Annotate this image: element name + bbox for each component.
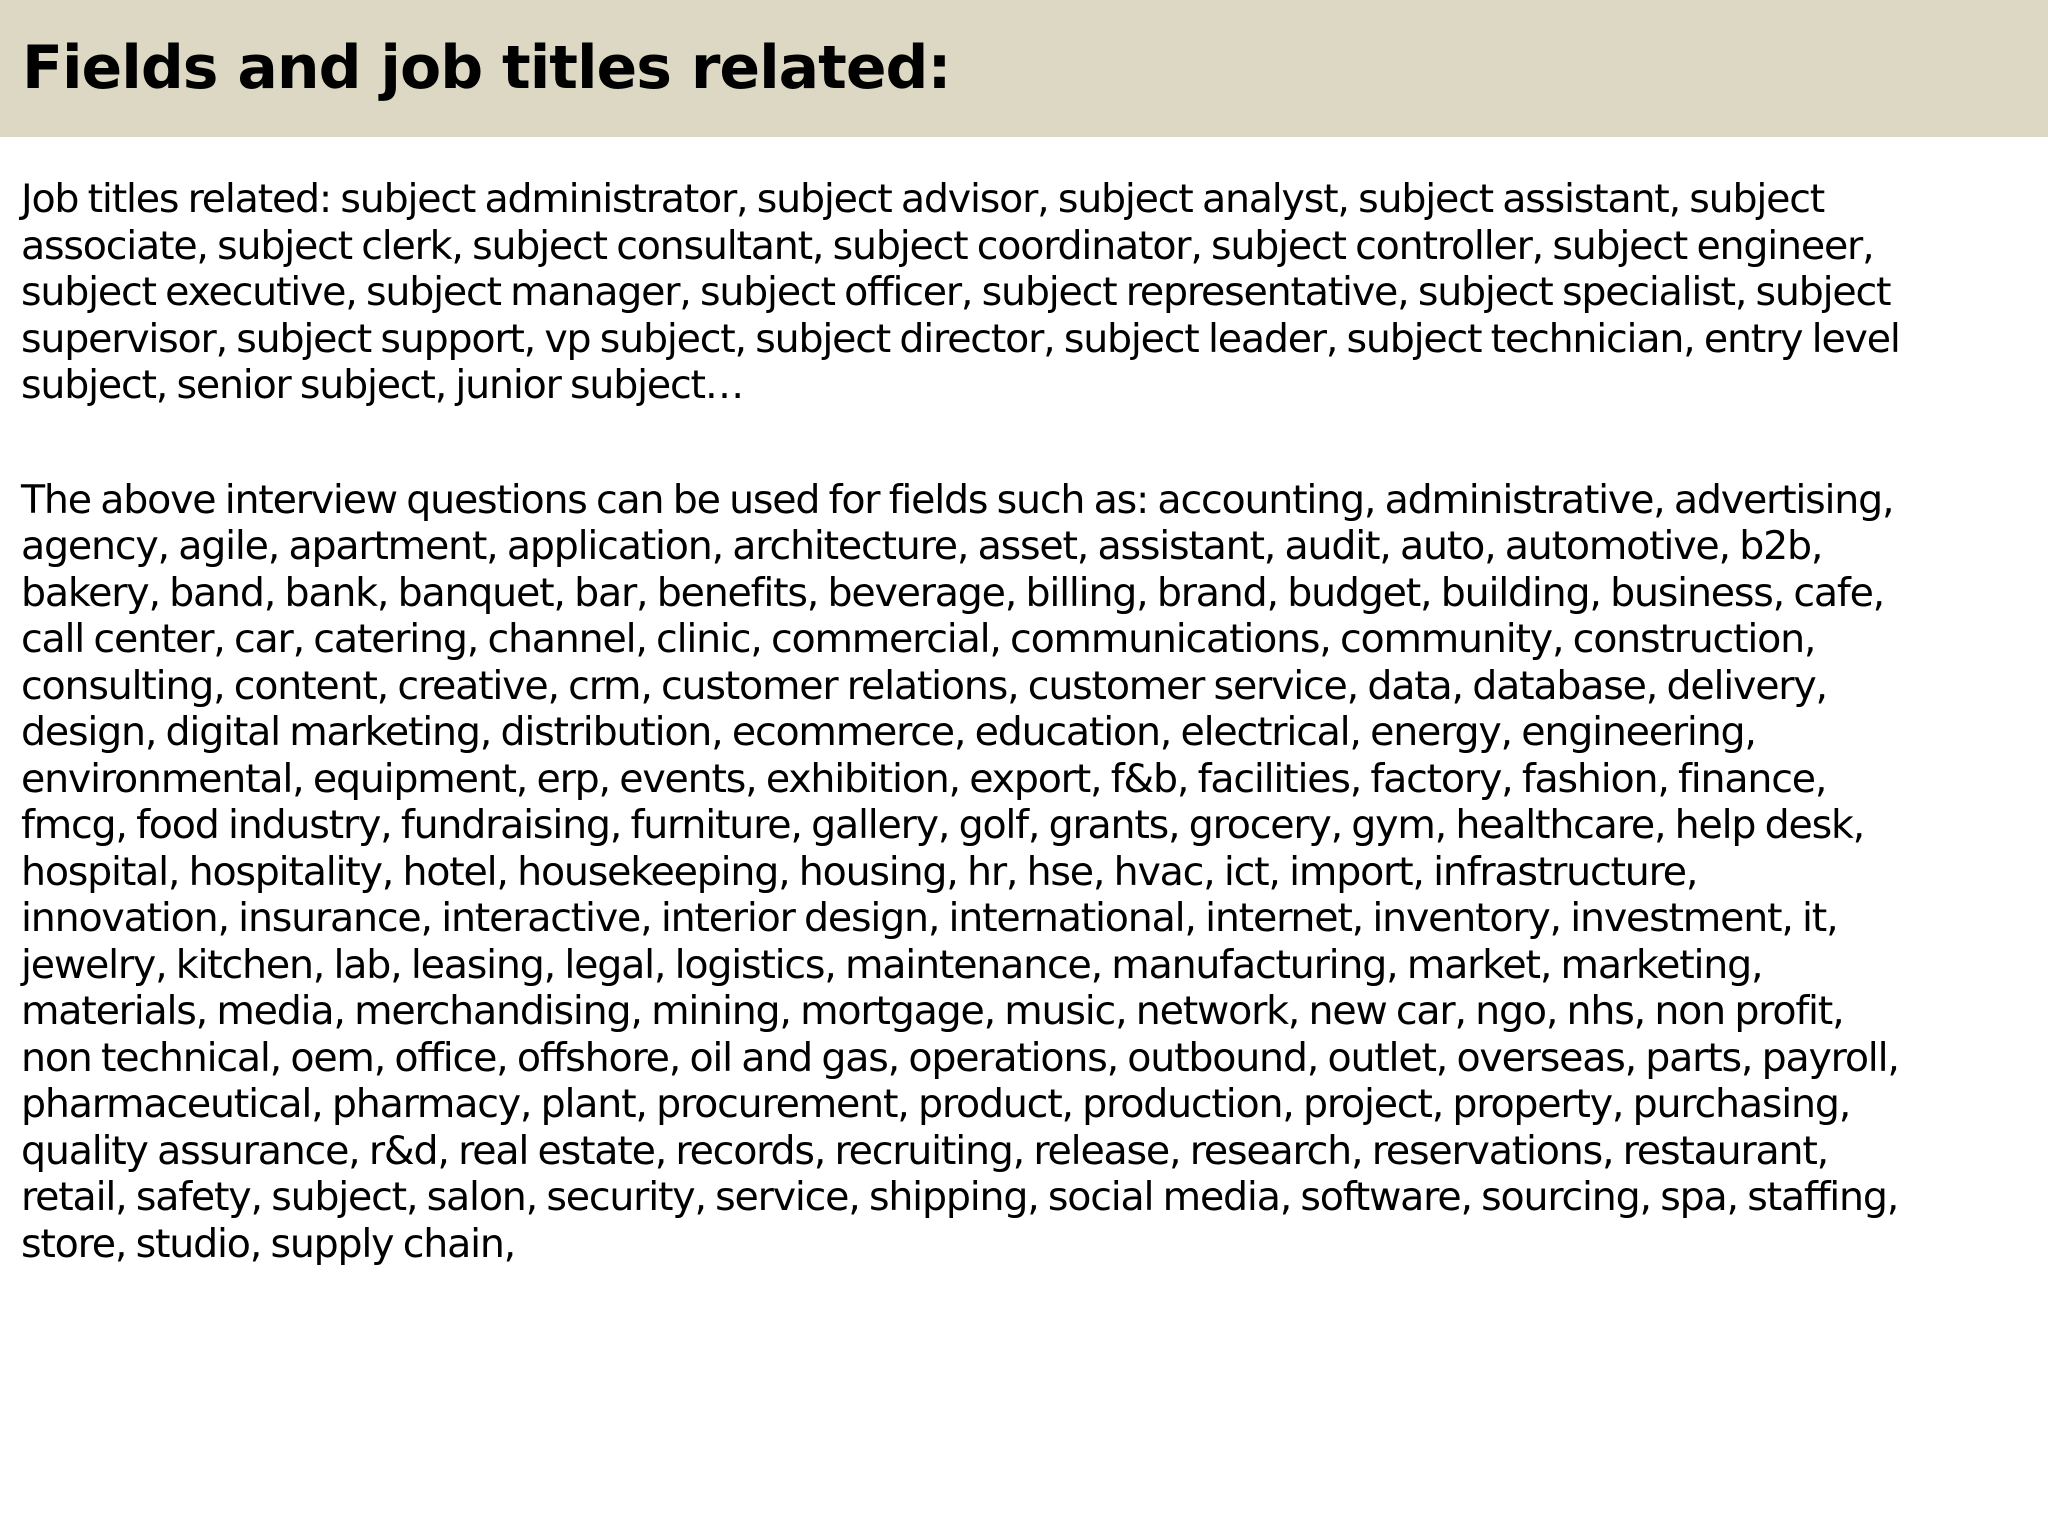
- fields-line: materials, media, merchandising, mining, mortgage, music, network, new car, ngo, nhs, non profit,: [21, 988, 1844, 1034]
- fields-line: quality assurance, r&d, real estate, records, recruiting, release, research, reservations, restaurant,: [21, 1127, 1828, 1174]
- fields-paragraph: [21, 477, 2036, 1268]
- fields-line: store, studio, supply chain,: [21, 1220, 516, 1267]
- fields-line: bakery, band, bank, banquet, bar, benefits, beverage, billing, brand, budget, building, business, cafe,: [21, 569, 1885, 616]
- fields-line: non technical, oem, office, offshore, oil and gas, operations, outbound, outlet, overseas, parts, payroll,: [21, 1034, 1899, 1081]
- fields-line: fmcg, food industry, fundraising, furniture, gallery, golf, grants, grocery, gym, healthcare, help desk,: [21, 802, 1864, 848]
- fields-line: jewelry, kitchen, lab, leasing, legal, logistics, maintenance, manufacturing, market, marketing,: [21, 941, 1763, 988]
- fields-line: consulting, content, creative, crm, customer relations, customer service, data, database, delivery,: [21, 662, 1827, 709]
- job-titles-line: subject, senior subject, junior subject…: [21, 362, 744, 408]
- slide-body: [21, 176, 2036, 1267]
- fields-line: retail, safety, subject, salon, security, service, shipping, social media, software, sourcing, spa, staffing,: [21, 1174, 1899, 1220]
- fields-line: design, digital marketing, distribution, ecommerce, education, electrical, energy, engineering,: [21, 709, 1756, 755]
- job-titles-line: subject executive, subject manager, subject officer, subject representative, subject specialist, subject: [21, 269, 1891, 315]
- job-titles-line: Job titles related: subject administrator, subject advisor, subject analyst, subject assistant, subject: [21, 176, 1825, 222]
- job-titles-line: supervisor, subject support, vp subject, subject director, subject leader, subject technician, entry level: [21, 315, 1900, 362]
- fields-line: call center, car, catering, channel, clinic, commercial, communications, community, construction,: [21, 616, 1816, 662]
- fields-line: pharmaceutical, pharmacy, plant, procurement, product, production, project, property, purchasing,: [21, 1081, 1851, 1127]
- paragraph-spacer: [21, 409, 2036, 477]
- job-titles-line: associate, subject clerk, subject consultant, subject coordinator, subject controller, subject engineer,: [21, 222, 1874, 269]
- fields-line: hospital, hospitality, hotel, housekeeping, housing, hr, hse, hvac, ict, import, infrastructure,: [21, 848, 1698, 895]
- fields-line: innovation, insurance, interactive, interior design, international, internet, inventory, investment, it,: [21, 895, 1838, 941]
- title-band: [0, 0, 2048, 137]
- fields-line: The above interview questions can be used for fields such as: accounting, administrative, advertising,: [21, 476, 1894, 523]
- job-titles-paragraph: [21, 176, 2036, 409]
- fields-line: environmental, equipment, erp, events, exhibition, export, f&b, facilities, factory, fashion, finance,: [21, 755, 1827, 802]
- slide-title: Fields and job titles related:: [22, 33, 951, 103]
- fields-line: agency, agile, apartment, application, architecture, asset, assistant, audit, auto, automotive, b2b,: [21, 523, 1823, 569]
